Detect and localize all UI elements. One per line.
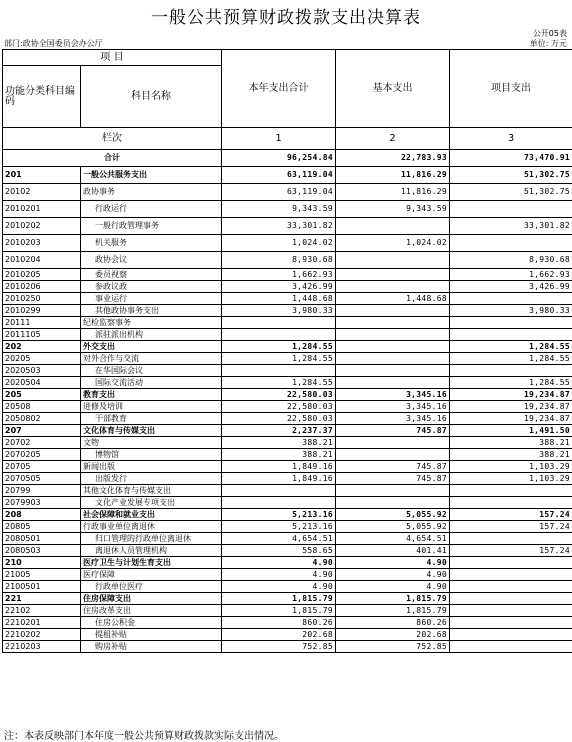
basic-cell (336, 341, 450, 353)
table-row (3, 557, 572, 569)
name-cell: 新闻出版 (81, 461, 222, 473)
table-row (3, 235, 572, 252)
table-row (3, 218, 572, 235)
name-cell: 干部教育 (81, 413, 222, 425)
total-cell: 1,448.68 (222, 293, 336, 305)
project-cell (450, 629, 572, 641)
table-row (3, 641, 572, 653)
project-cell (450, 557, 572, 569)
name-cell: 派驻派出机构 (81, 329, 222, 341)
report-title: 一般公共预算财政拨款支出决算表 (0, 3, 572, 28)
total-cell: 752.85 (222, 641, 336, 653)
code-cell: 20102 (3, 184, 81, 201)
basic-cell: 202.68 (336, 629, 450, 641)
total-cell: 5,213.16 (222, 509, 336, 521)
table-row (3, 317, 572, 329)
table-row (3, 617, 572, 629)
basic-cell: 11,816.29 (336, 167, 450, 184)
basic-cell: 3,345.16 (336, 389, 450, 401)
unit-label: 单位: 万元 (530, 39, 567, 48)
project-cell: 1,491.50 (450, 425, 572, 437)
code-cell: 2010205 (3, 269, 81, 281)
basic-cell: 4,654.51 (336, 533, 450, 545)
name-cell: 国际交流活动 (81, 377, 222, 389)
basic-cell: 11,816.29 (336, 184, 450, 201)
name-cell: 对外合作与交流 (81, 353, 222, 365)
total-cell: 1,284.55 (222, 341, 336, 353)
project-cell: 388.21 (450, 437, 572, 449)
total-cell (222, 485, 336, 497)
total-cell: 558.65 (222, 545, 336, 557)
total-cell: 8,930.68 (222, 252, 336, 269)
name-cell: 一般公共服务支出 (81, 167, 222, 184)
project-cell (450, 317, 572, 329)
name-cell: 一般行政管理事务 (81, 218, 222, 235)
code-cell: 221 (3, 593, 81, 605)
total-cell (222, 329, 336, 341)
total-cell (222, 317, 336, 329)
basic-cell (336, 218, 450, 235)
project-cell: 1,284.55 (450, 377, 572, 389)
basic-cell: 1,448.68 (336, 293, 450, 305)
project-cell (450, 533, 572, 545)
code-cell: 2010206 (3, 281, 81, 293)
code-cell: 20205 (3, 353, 81, 365)
total-cell: 22,580.03 (222, 401, 336, 413)
total-cell (222, 497, 336, 509)
total-row-basic: 22,783.93 (336, 150, 450, 167)
col-label-header: 栏次 (3, 128, 222, 150)
total-cell: 1,849.16 (222, 461, 336, 473)
col1-header: 1 (222, 128, 336, 150)
total-cell: 202.68 (222, 629, 336, 641)
name-cell: 社会保障和就业支出 (81, 509, 222, 521)
basic-cell: 860.26 (336, 617, 450, 629)
code-cell: 2080503 (3, 545, 81, 557)
name-cell: 出版发行 (81, 473, 222, 485)
name-cell: 在华国际会议 (81, 365, 222, 377)
project-cell: 1,103.29 (450, 461, 572, 473)
basic-cell (336, 485, 450, 497)
table-row (3, 184, 572, 201)
name-cell: 事业运行 (81, 293, 222, 305)
basic-cell (336, 317, 450, 329)
name-header: 科目名称 (81, 66, 222, 128)
name-cell: 政协会议 (81, 252, 222, 269)
func-code-header: 功能分类科目编码 (3, 66, 81, 128)
code-cell: 2079903 (3, 497, 81, 509)
project-cell: 3,980.33 (450, 305, 572, 317)
name-cell: 文化产业发展专项支出 (81, 497, 222, 509)
project-cell (450, 617, 572, 629)
basic-cell: 5,055.92 (336, 521, 450, 533)
table-row (3, 497, 572, 509)
code-cell: 21005 (3, 569, 81, 581)
total-cell: 1,662.93 (222, 269, 336, 281)
code-cell: 20508 (3, 401, 81, 413)
total-cell: 22,580.03 (222, 389, 336, 401)
basic-header: 基本支出 (336, 50, 450, 128)
name-cell: 归口管理的行政单位离退休 (81, 533, 222, 545)
project-cell: 1,662.93 (450, 269, 572, 281)
col3-header: 3 (450, 128, 572, 150)
total-cell: 1,024.02 (222, 235, 336, 252)
table-row (3, 401, 572, 413)
code-cell: 2100501 (3, 581, 81, 593)
total-cell: 1,849.16 (222, 473, 336, 485)
name-cell: 纪检监察事务 (81, 317, 222, 329)
table-row (3, 293, 572, 305)
table-row (3, 545, 572, 557)
table-row (3, 593, 572, 605)
project-cell (450, 293, 572, 305)
project-cell (450, 485, 572, 497)
project-cell: 19,234.87 (450, 389, 572, 401)
total-cell: 4.90 (222, 557, 336, 569)
code-cell: 208 (3, 509, 81, 521)
code-cell: 2050802 (3, 413, 81, 425)
code-cell: 2010299 (3, 305, 81, 317)
name-cell: 政协事务 (81, 184, 222, 201)
project-cell (450, 641, 572, 653)
basic-cell: 1,024.02 (336, 235, 450, 252)
project-cell: 157.24 (450, 509, 572, 521)
total-row-total: 96,254.84 (222, 150, 336, 167)
name-cell: 住房改革支出 (81, 605, 222, 617)
name-cell: 教育支出 (81, 389, 222, 401)
project-cell (450, 365, 572, 377)
name-cell: 文物 (81, 437, 222, 449)
table-row (3, 437, 572, 449)
code-cell: 210 (3, 557, 81, 569)
code-cell: 2010250 (3, 293, 81, 305)
total-cell: 22,580.03 (222, 413, 336, 425)
project-cell: 1,103.29 (450, 473, 572, 485)
total-cell: 388.21 (222, 449, 336, 461)
basic-cell (336, 329, 450, 341)
project-header: 项目支出 (450, 50, 572, 128)
name-cell: 文化体育与传媒支出 (81, 425, 222, 437)
basic-cell (336, 497, 450, 509)
name-cell: 其他文化体育与传媒支出 (81, 485, 222, 497)
name-cell: 离退休人员管理机构 (81, 545, 222, 557)
code-cell: 2010202 (3, 218, 81, 235)
table-row (3, 461, 572, 473)
table-row (3, 252, 572, 269)
table-row (3, 473, 572, 485)
total-cell: 63,119.04 (222, 167, 336, 184)
code-cell: 201 (3, 167, 81, 184)
footnote: 注：本表反映部门本年度一般公共预算财政拨款实际支出情况。 (4, 727, 284, 742)
code-cell: 202 (3, 341, 81, 353)
code-cell: 2210202 (3, 629, 81, 641)
code-cell: 2210203 (3, 641, 81, 653)
project-cell: 1,284.55 (450, 341, 572, 353)
basic-cell (336, 449, 450, 461)
table-row (3, 329, 572, 341)
code-cell: 2210201 (3, 617, 81, 629)
basic-cell (336, 269, 450, 281)
code-cell: 20799 (3, 485, 81, 497)
project-cell: 157.24 (450, 545, 572, 557)
basic-cell: 4.90 (336, 557, 450, 569)
name-cell: 住房公积金 (81, 617, 222, 629)
basic-cell: 3,345.16 (336, 401, 450, 413)
form-number: 公开05表 (533, 29, 567, 38)
table-row (3, 605, 572, 617)
total-cell: 4.90 (222, 581, 336, 593)
table-row (3, 485, 572, 497)
basic-cell: 9,343.59 (336, 201, 450, 218)
name-cell: 进修及培训 (81, 401, 222, 413)
table-row (3, 365, 572, 377)
basic-cell (336, 437, 450, 449)
basic-cell: 4.90 (336, 569, 450, 581)
project-cell (450, 593, 572, 605)
name-cell: 医疗保障 (81, 569, 222, 581)
department-label: 部门:政协全国委员会办公厅 (4, 39, 103, 48)
name-cell: 委员视察 (81, 269, 222, 281)
total-cell: 1,815.79 (222, 605, 336, 617)
total-cell: 388.21 (222, 437, 336, 449)
name-cell: 机关服务 (81, 235, 222, 252)
table-row (3, 377, 572, 389)
project-cell: 1,284.55 (450, 353, 572, 365)
code-cell: 2080501 (3, 533, 81, 545)
basic-cell (336, 365, 450, 377)
code-cell: 2070205 (3, 449, 81, 461)
basic-cell: 752.85 (336, 641, 450, 653)
basic-cell: 745.87 (336, 425, 450, 437)
name-cell: 其他政协事务支出 (81, 305, 222, 317)
basic-cell (336, 281, 450, 293)
project-cell (450, 569, 572, 581)
project-cell (450, 605, 572, 617)
table-row (3, 341, 572, 353)
basic-cell: 401.41 (336, 545, 450, 557)
table-row (3, 509, 572, 521)
name-cell: 行政事业单位离退休 (81, 521, 222, 533)
name-cell: 住房保障支出 (81, 593, 222, 605)
table-row (3, 449, 572, 461)
table-row (3, 353, 572, 365)
project-cell: 33,301.82 (450, 218, 572, 235)
total-cell: 3,426.99 (222, 281, 336, 293)
project-cell: 19,234.87 (450, 401, 572, 413)
basic-cell (336, 305, 450, 317)
code-cell: 20805 (3, 521, 81, 533)
total-cell: 3,980.33 (222, 305, 336, 317)
name-cell: 参政议政 (81, 281, 222, 293)
table-row (3, 581, 572, 593)
total-cell: 33,301.82 (222, 218, 336, 235)
table-row (3, 269, 572, 281)
code-cell: 2010203 (3, 235, 81, 252)
basic-cell: 745.87 (336, 461, 450, 473)
table-row (3, 569, 572, 581)
name-cell: 提租补贴 (81, 629, 222, 641)
name-cell: 行政单位医疗 (81, 581, 222, 593)
basic-cell (336, 377, 450, 389)
table-row (3, 413, 572, 425)
basic-cell (336, 252, 450, 269)
total-cell: 5,213.16 (222, 521, 336, 533)
project-cell: 157.24 (450, 521, 572, 533)
basic-cell: 745.87 (336, 473, 450, 485)
table-row (3, 305, 572, 317)
total-cell: 2,237.37 (222, 425, 336, 437)
code-cell: 2010201 (3, 201, 81, 218)
project-cell (450, 201, 572, 218)
total-cell: 1,284.55 (222, 377, 336, 389)
basic-cell: 1,815.79 (336, 593, 450, 605)
project-cell: 388.21 (450, 449, 572, 461)
table-row (3, 521, 572, 533)
table-row (3, 281, 572, 293)
basic-cell: 1,815.79 (336, 605, 450, 617)
col2-header: 2 (336, 128, 450, 150)
basic-cell: 4.90 (336, 581, 450, 593)
total-cell: 1,284.55 (222, 353, 336, 365)
table-row (3, 167, 572, 184)
project-cell (450, 329, 572, 341)
total-row-project: 73,470.91 (450, 150, 572, 167)
total-cell: 860.26 (222, 617, 336, 629)
name-cell: 购房补贴 (81, 641, 222, 653)
project-cell: 51,302.75 (450, 167, 572, 184)
code-cell: 205 (3, 389, 81, 401)
code-cell: 2020504 (3, 377, 81, 389)
basic-cell: 3,345.16 (336, 413, 450, 425)
code-cell: 20705 (3, 461, 81, 473)
code-cell: 2020503 (3, 365, 81, 377)
total-cell: 63,119.04 (222, 184, 336, 201)
total-cell: 4,654.51 (222, 533, 336, 545)
code-cell: 2010204 (3, 252, 81, 269)
project-cell: 19,234.87 (450, 413, 572, 425)
name-cell: 博物馆 (81, 449, 222, 461)
project-cell (450, 235, 572, 252)
table-row (3, 533, 572, 545)
expenditure-table (2, 49, 572, 653)
code-cell: 22102 (3, 605, 81, 617)
name-cell: 行政运行 (81, 201, 222, 218)
project-cell (450, 497, 572, 509)
code-cell: 20702 (3, 437, 81, 449)
table-row (3, 425, 572, 437)
total-cell (222, 365, 336, 377)
code-cell: 20111 (3, 317, 81, 329)
total-cell: 4.90 (222, 569, 336, 581)
code-cell: 2070505 (3, 473, 81, 485)
basic-cell (336, 353, 450, 365)
project-cell: 51,302.75 (450, 184, 572, 201)
table-row (3, 629, 572, 641)
name-cell: 外交支出 (81, 341, 222, 353)
name-cell: 医疗卫生与计划生育支出 (81, 557, 222, 569)
code-cell: 2011105 (3, 329, 81, 341)
total-cell: 9,343.59 (222, 201, 336, 218)
total-header: 本年支出合计 (222, 50, 336, 128)
total-row-label: 合计 (3, 150, 222, 167)
table-row (3, 201, 572, 218)
basic-cell: 5,055.92 (336, 509, 450, 521)
item-header: 项 目 (3, 50, 222, 66)
total-cell: 1,815.79 (222, 593, 336, 605)
project-cell: 3,426.99 (450, 281, 572, 293)
project-cell (450, 581, 572, 593)
project-cell: 8,930.68 (450, 252, 572, 269)
code-cell: 207 (3, 425, 81, 437)
table-row (3, 389, 572, 401)
